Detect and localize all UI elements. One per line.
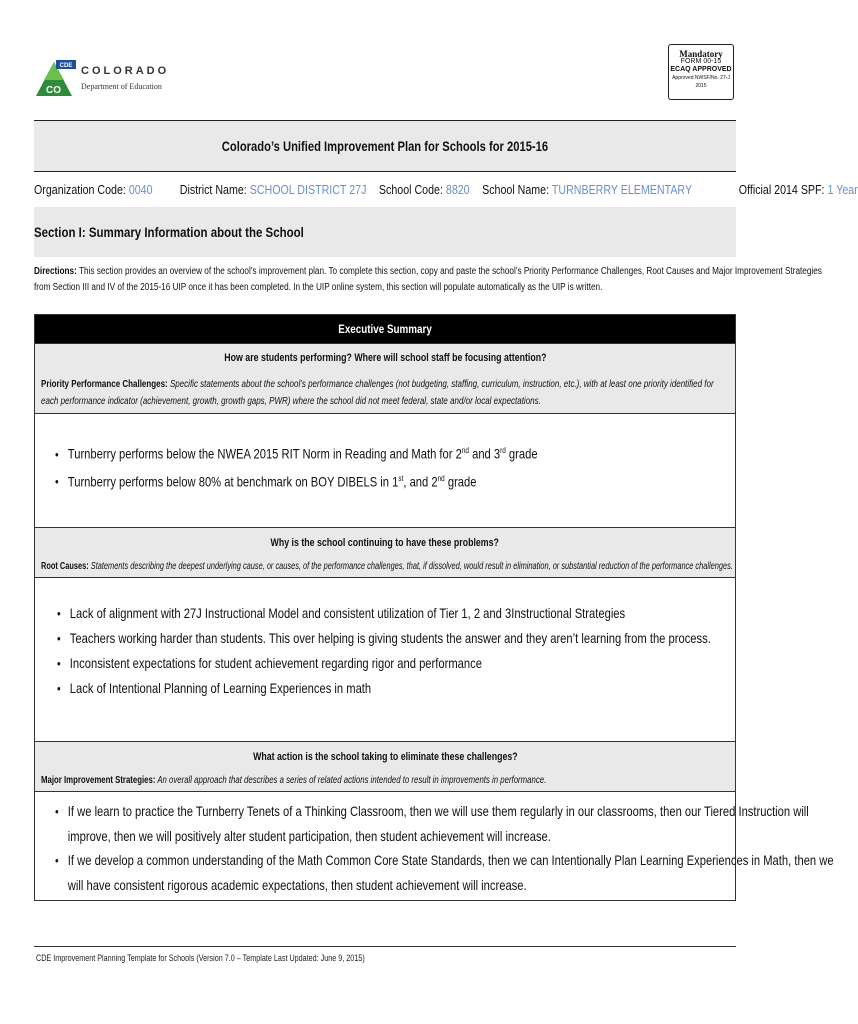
- mis-label: Major Improvement Strategies:: [41, 775, 156, 786]
- rc-label: Root Causes:: [41, 561, 89, 572]
- page-title: Colorado’s Unified Improvement Plan for Schools for 2015-16: [221, 138, 549, 154]
- strategy-list: [55, 799, 834, 897]
- list-item: • Turnberry performs below the NWEA 2015 RIT Norm in Reading and Math for 2nd and 3rd grade: [55, 439, 538, 467]
- section-title: Section I: Summary Information about the School: [34, 224, 304, 240]
- strategy-question-band: [35, 741, 735, 792]
- stamp-title: Mandatory: [679, 49, 723, 59]
- strategy-description: [41, 772, 546, 789]
- org-code-label: Organization Code:: [34, 182, 126, 197]
- directions: [34, 264, 822, 296]
- root-cause-question: Why is the school continuing to have these problems?: [270, 537, 500, 549]
- ppc-list: [55, 439, 538, 494]
- directions-label: Directions:: [34, 266, 77, 277]
- footer-text: CDE Improvement Planning Template for Schools (Version 7.0 – Template Last Updated: June 9, 2015): [36, 953, 365, 963]
- logo-department: Department of Education: [81, 82, 162, 91]
- bullet-icon: •: [57, 656, 61, 671]
- section-band: [34, 207, 736, 257]
- stamp-line-2: ECAQ APPROVED: [670, 66, 732, 73]
- spf-value: 1 Year: [827, 182, 858, 197]
- list-item: • Lack of alignment with 27J Instructional Model and consistent utilization of Tier 1, 2 and 3Instructional Strategies: [57, 601, 711, 626]
- list-item: • If we learn to practice the Turnberry Tenets of a Thinking Classroom, then we will use them regularly in our classrooms, then our Tiered Instruction will: [55, 799, 834, 824]
- list-item: • Turnberry performs below 80% at benchmark on BOY DIBELS in 1st, and 2nd grade: [55, 467, 538, 495]
- school-name-label: School Name:: [482, 182, 550, 197]
- performance-question: How are students performing? Where will school staff be focusing attention?: [223, 352, 547, 364]
- list-item: • Lack of Intentional Planning of Learning Experiences in math: [57, 676, 711, 701]
- directions-line-2: from Section III and IV of the 2015-16 UIP once it has been completed. In the UIP online system, this section will populate automatically as the UIP is written.: [34, 282, 603, 293]
- district-value: SCHOOL DISTRICT 27J: [249, 182, 367, 197]
- organization-row: [34, 182, 858, 197]
- divider: [35, 791, 735, 792]
- bullet-icon: •: [55, 474, 59, 490]
- footer-divider: [34, 946, 736, 947]
- directions-line-1: This section provides an overview of the school’s improvement plan. To complete this section, copy and paste the school’s Priority Performance Challenges, Root Causes and Major Improvement Strategies: [78, 266, 822, 277]
- spf-label: Official 2014 SPF:: [738, 182, 825, 197]
- ppc-desc-text: Specific statements about the school’s performance challenges (not budgeting, staffing, curriculum, instruction, etc.), with at least one priority identified for each performance indicator (achievement, growth, growth gaps, PWR) where the school did not meet federal, state and/or local expectations.: [41, 379, 714, 407]
- root-cause-description: [41, 558, 733, 575]
- stamp-line-3: Approved NWSF/No. 27-J 2015: [672, 75, 730, 89]
- list-item: • Inconsistent expectations for student achievement regarding rigor and performance: [57, 651, 711, 676]
- mis-desc-text: An overall approach that describes a series of related actions intended to result in improvements in performance.: [157, 775, 547, 786]
- bullet-icon: •: [55, 804, 59, 819]
- mandatory-stamp: [668, 44, 734, 100]
- strategy-question: What action is the school taking to eliminate these challenges?: [252, 751, 518, 763]
- logo-badge: CDE: [59, 63, 73, 69]
- school-name-value: TURNBERRY ELEMENTARY: [551, 182, 692, 197]
- title-band: [34, 120, 736, 172]
- divider: [35, 413, 735, 414]
- bullet-icon: •: [57, 681, 61, 696]
- root-cause-question-band: [35, 527, 735, 578]
- executive-summary-heading: Executive Summary: [35, 315, 735, 343]
- executive-summary-table: [34, 314, 834, 901]
- logo-state-name: COLORADO: [81, 65, 170, 77]
- rc-desc-text: Statements describing the deepest underlying cause, or causes, of the performance challenges, that, if dissolved, would result in elimination, or substantial reduction of the performance challenges.: [90, 561, 733, 572]
- list-item: • Teachers working harder than students. This over helping is giving students the answer and they aren’t learning from the process.: [57, 626, 711, 651]
- ppc-label: Priority Performance Challenges:: [41, 379, 168, 390]
- school-code-value: 8820: [445, 182, 470, 197]
- district-label: District Name:: [179, 182, 247, 197]
- ppc-description: [41, 376, 721, 410]
- bullet-icon: •: [55, 446, 59, 462]
- bullet-icon: •: [55, 853, 59, 868]
- list-item: • If we develop a common understanding of the Math Common Core State Standards, then we can Intentionally Plan Learning Experiences in Math, then we: [55, 848, 834, 873]
- root-cause-list: [57, 601, 711, 701]
- cde-logo-icon: [34, 58, 78, 98]
- bullet-icon: •: [57, 631, 61, 646]
- stamp-line-1: FORM 00-15: [680, 58, 722, 65]
- bullet-icon: •: [57, 606, 61, 621]
- list-item-continuation: improve, then we will positively alter student participation, then student achievement will increase.: [67, 828, 551, 844]
- list-item-continuation: will have consistent rigorous academic expectations, then student achievement will increase.: [67, 877, 527, 893]
- logo-initials: CO: [46, 85, 61, 96]
- school-code-label: School Code:: [378, 182, 443, 197]
- divider: [35, 577, 735, 578]
- performance-question-band: [35, 343, 735, 414]
- org-code-value: 0040: [128, 182, 153, 197]
